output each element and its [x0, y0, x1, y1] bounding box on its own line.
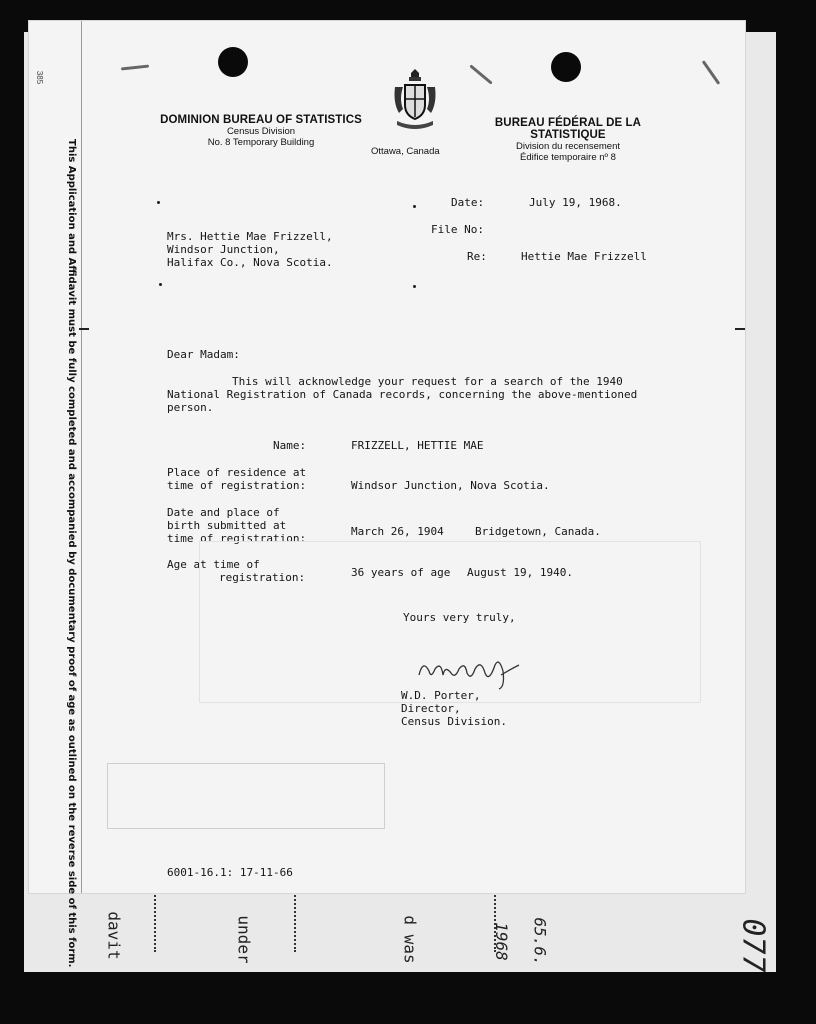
side-instruction	[63, 139, 83, 968]
name-label: Name:	[273, 439, 307, 452]
salutation: Dear Madam:	[167, 348, 240, 361]
punch-hole-right	[551, 52, 581, 82]
staple-mark	[121, 65, 149, 71]
signer-division: Census Division.	[401, 715, 507, 728]
birth-label-2: birth submitted at	[167, 519, 287, 532]
alignment-dot	[157, 201, 160, 204]
header-english-line2: No. 8 Temporary Building	[207, 137, 315, 148]
header-english	[143, 114, 379, 148]
body-line-2: National Registration of Canada records, concerning the above-mentioned	[167, 388, 638, 401]
back-fragment-2: under	[234, 915, 254, 964]
header-french-line2: Édifice temporaire nº 8	[520, 152, 616, 163]
back-dotted-line	[294, 892, 297, 952]
header-city: Ottawa, Canada	[371, 146, 440, 157]
header-english-title: DOMINION BUREAU OF STATISTICS	[160, 114, 362, 126]
bleed-through-box	[107, 763, 385, 829]
form-code: 6001-16.1: 17-11-66	[167, 866, 293, 879]
back-dotted-line	[494, 892, 497, 952]
address-line-3: Halifax Co., Nova Scotia.	[167, 256, 333, 269]
side-instruction-text: This Application and Affidavit must be fully completed and accompanied by documentary proof of age as outlined on the reverse side of this form.	[66, 139, 77, 968]
staple-mark	[469, 64, 492, 84]
fold-mark	[735, 328, 745, 330]
signer-title: Director,	[401, 702, 461, 715]
birth-label-3: time of registration:	[167, 532, 307, 545]
header-french-line1: Division du recensement	[515, 141, 621, 152]
age-label-2: registration:	[219, 571, 306, 584]
residence-label-1: Place of residence at	[167, 466, 307, 479]
back-fragment-1: davit	[104, 911, 124, 960]
back-form-strip	[90, 911, 771, 992]
back-fragment-4: 1968	[491, 922, 511, 961]
staple-mark	[702, 60, 721, 85]
valediction: Yours very truly,	[403, 611, 516, 624]
address-line-2: Windsor Junction,	[167, 243, 280, 256]
handwritten-number: 077	[735, 918, 771, 973]
back-fragment-3: d was	[400, 915, 420, 964]
name-value: FRIZZELL, HETTIE MAE	[351, 439, 484, 452]
back-fragment-5: 65.6.	[530, 917, 550, 966]
birth-label-1: Date and place of	[167, 506, 280, 519]
birth-place: Bridgetown, Canada.	[475, 525, 601, 538]
bleed-through-box	[199, 541, 701, 703]
re-value: Hettie Mae Frizzell	[521, 250, 647, 263]
coat-of-arms-icon	[391, 69, 439, 135]
date-value: July 19, 1968.	[529, 196, 622, 209]
date-label: Date:	[451, 196, 485, 209]
body-line-3: person.	[167, 401, 214, 414]
header-french-title: BUREAU FÉDÉRAL DE LA STATISTIQUE	[494, 117, 642, 141]
fold-mark	[79, 328, 89, 330]
file-number-label: File No:	[431, 223, 484, 236]
re-label: Re:	[467, 250, 487, 263]
punch-hole-left	[218, 47, 248, 77]
body-line-1: This will acknowledge your request for a search of the 1940	[232, 375, 623, 388]
side-page-mark: 385	[35, 70, 45, 85]
address-line-1: Mrs. Hettie Mae Frizzell,	[167, 230, 333, 243]
alignment-dot	[413, 205, 416, 208]
header-english-line1: Census Division	[226, 126, 296, 137]
signer-name: W.D. Porter,	[401, 689, 481, 702]
age-date: August 19, 1940.	[467, 566, 573, 579]
age-label-1: Age at time of	[167, 558, 260, 571]
residence-value: Windsor Junction, Nova Scotia.	[351, 479, 550, 492]
birth-date: March 26, 1904	[351, 525, 444, 538]
residence-label-2: time of registration:	[167, 479, 307, 492]
back-dotted-line	[154, 892, 157, 952]
alignment-dot	[413, 285, 416, 288]
alignment-dot	[159, 283, 162, 286]
age-value: 36 years of age	[351, 566, 451, 579]
header-french	[459, 117, 677, 163]
